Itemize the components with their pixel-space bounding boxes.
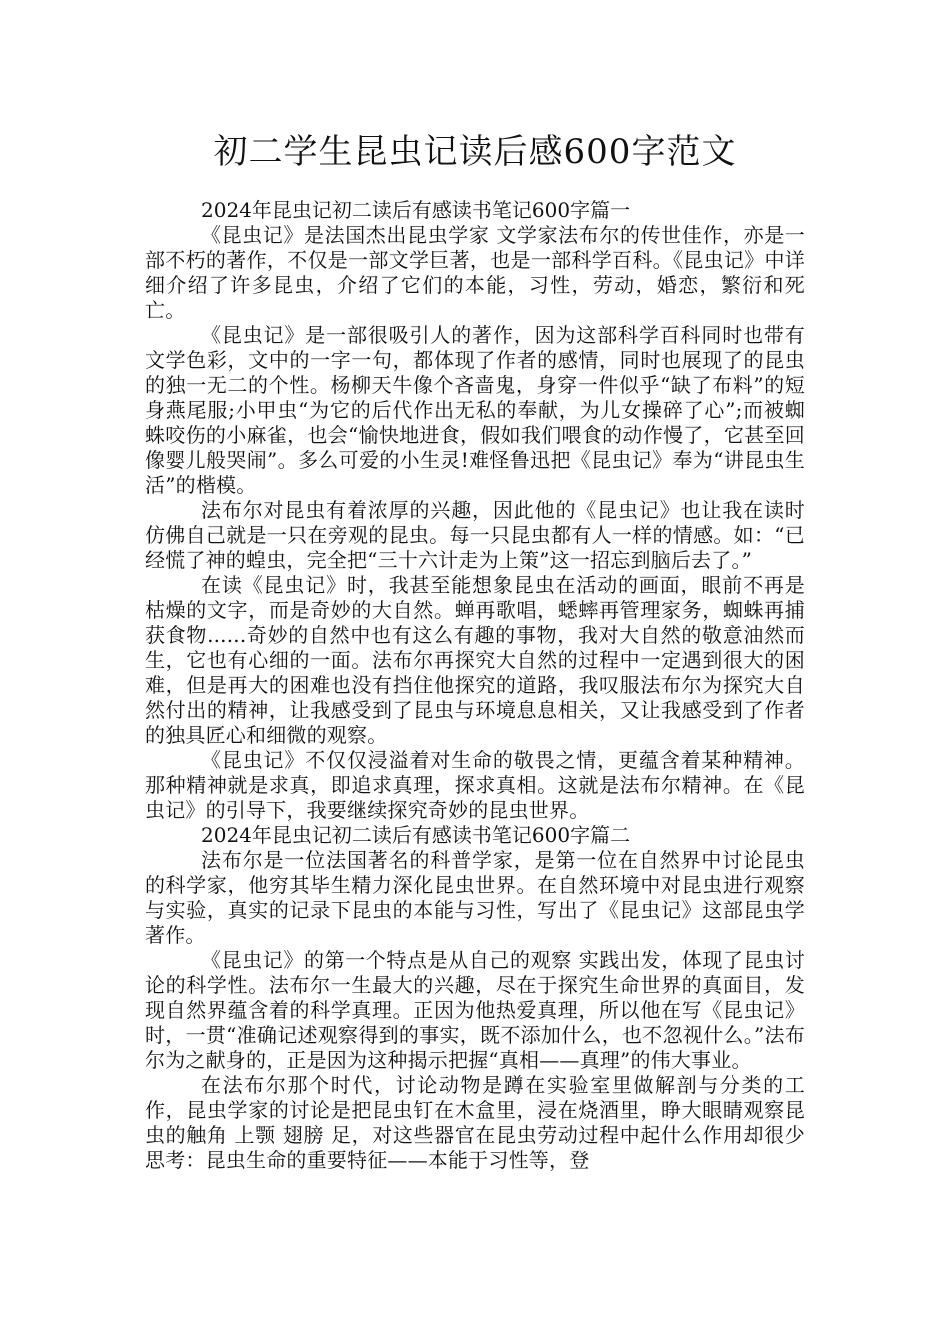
section-heading: 2024年昆虫记初二读后有感读书笔记600字篇一 xyxy=(201,198,631,222)
document-title: 初二学生昆虫记读后感600字范文 xyxy=(213,132,737,172)
section-heading: 2024年昆虫记初二读后有感读书笔记600字篇二 xyxy=(201,823,631,847)
paragraph: 《昆虫记》是一部很吸引人的著作，因为这部科学百科同时也带有文学色彩，文中的一字一句，都体现了作者的感情，同时也展现了的昆虫的独一无二的个性。杨柳天牛像个吝啬鬼，身穿一件似乎“缺了布料”的短身燕尾服;小甲虫“为它的后代作出无私的奉献，为儿女操碎了心”;而被蜘蛛咬伤的小麻雀，也会“愉快地进食，假如我们喂食的动作慢了，它甚至回像婴儿般哭闹”。多么可爱的小生灵!难怪鲁迅把《昆虫记》奉为“讲昆虫生活”的楷模。 xyxy=(145,323,805,497)
paragraph: 《昆虫记》的第一个特点是从自己的观察 实践出发，体现了昆虫讨论的科学性。法布尔一生最大的兴趣，尽在于探究生命世界的真面目，发现自然界蕴含着的科学真理。正因为他热爱真理，所以他在写《昆虫记》时，一贯“准确记述观察得到的事实，既不添加什么，也不忽视什么。”法布尔为之献身的，正是因为这种揭示把握“真相——真理”的伟大事业。 xyxy=(145,948,805,1072)
section-2 xyxy=(145,823,805,1173)
section-1 xyxy=(145,198,805,823)
document-page xyxy=(145,128,805,1173)
paragraph: 法布尔是一位法国著名的科普学家，是第一位在自然界中讨论昆虫的科学家，他穷其毕生精力深化昆虫世界。在自然环境中对昆虫进行观察与实验，真实的记录下昆虫的本能与习性，写出了《昆虫记》这部昆虫学著作。 xyxy=(145,848,805,947)
paragraph: 在法布尔那个时代，讨论动物是蹲在实验室里做解剖与分类的工作，昆虫学家的讨论是把昆虫钉在木盒里，浸在烧酒里，睁大眼睛观察昆虫的触角 上颚 翅膀 足，对这些器官在昆虫劳动过程中起什么作用却很少思考：昆虫生命的重要特征——本能于习性等，登 xyxy=(145,1073,805,1172)
paragraph: 《昆虫记》不仅仅浸溢着对生命的敬畏之情，更蕴含着某种精神。那种精神就是求真，即追求真理，探求真相。这就是法布尔精神。在《昆虫记》的引导下，我要继续探究奇妙的昆虫世界。 xyxy=(145,748,805,822)
paragraph: 法布尔对昆虫有着浓厚的兴趣，因此他的《昆虫记》也让我在读时仿佛自己就是一只在旁观的昆虫。每一只昆虫都有人一样的情感。如：“已经慌了神的蝗虫，完全把“三十六计走为上策”这一招忘到脑后去了。” xyxy=(145,498,805,572)
paragraph: 《昆虫记》是法国杰出昆虫学家 文学家法布尔的传世佳作，亦是一部不朽的著作，不仅是一部文学巨著，也是一部科学百科。《昆虫记》中详细介绍了许多昆虫，介绍了它们的本能，习性，劳动，婚恋，繁衍和死亡。 xyxy=(145,223,805,322)
paragraph: 在读《昆虫记》时，我甚至能想象昆虫在活动的画面，眼前不再是枯燥的文字，而是奇妙的大自然。蝉再歌唱，蟋蟀再管理家务，蜘蛛再捕获食物......奇妙的自然中也有这么有趣的事物，我对大自然的敬意油然而生，它也有心细的一面。法布尔再探究大自然的过程中一定遇到很大的困难，但是再大的困难也没有挡住他探究的道路，我叹服法布尔为探究大自然付出的精神，让我感受到了昆虫与环境息息相关，又让我感受到了作者的独具匠心和细微的观察。 xyxy=(145,573,805,747)
